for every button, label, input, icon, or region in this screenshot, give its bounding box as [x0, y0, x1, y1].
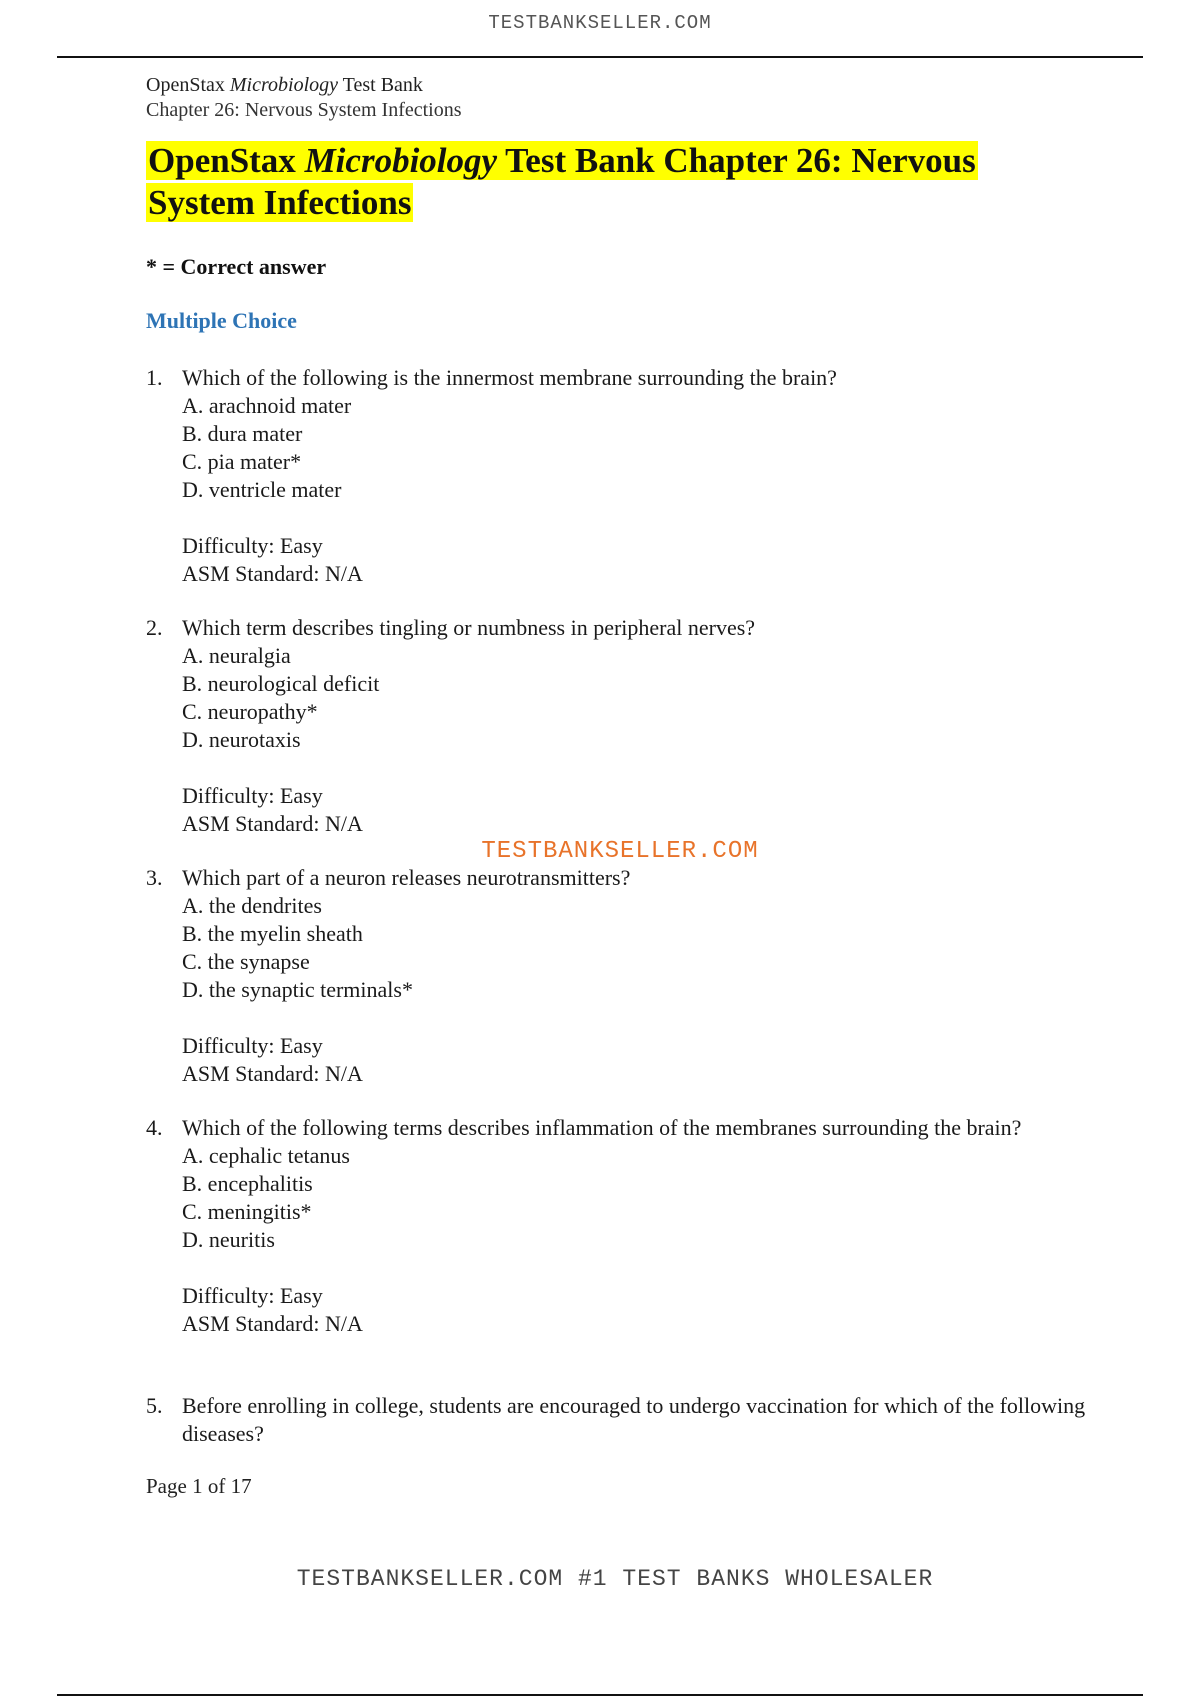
question-text: Which part of a neuron releases neurotransmitters? [182, 865, 631, 890]
option-d: D. neurotaxis [182, 727, 301, 752]
asm-standard: ASM Standard: N/A [182, 1061, 363, 1086]
question-number: 2. [146, 615, 163, 640]
question-number: 1. [146, 365, 163, 390]
question-text: Before enrolling in college, students are encouraged to undergo vaccination for which of the following diseases? [182, 1393, 1086, 1446]
question-number: 3. [146, 865, 163, 890]
asm-standard: ASM Standard: N/A [182, 561, 363, 586]
question-text: Which term describes tingling or numbness in peripheral nerves? [182, 615, 756, 640]
question-number: 4. [146, 1115, 163, 1140]
option-a: A. cephalic tetanus [182, 1143, 350, 1168]
question-number: 5. [146, 1393, 163, 1418]
document-header [146, 73, 462, 123]
option-d: D. the synaptic terminals* [182, 977, 413, 1002]
difficulty: Difficulty: Easy [182, 1283, 323, 1308]
header-divider [57, 56, 1143, 58]
question-text: Which of the following terms describes inflammation of the membranes surrounding the brain? [182, 1115, 1022, 1140]
option-c: C. the synapse [182, 949, 310, 974]
section-heading: Multiple Choice [146, 308, 297, 333]
footer-divider [57, 1694, 1143, 1696]
question-1 [146, 364, 1096, 588]
option-a: A. the dendrites [182, 893, 322, 918]
option-b: B. neurological deficit [182, 671, 380, 696]
site-header-watermark: TESTBANKSELLER.COM [488, 12, 712, 34]
option-b: B. dura mater [182, 421, 303, 446]
center-watermark: TESTBANKSELLER.COM [481, 838, 759, 865]
doc-header-line2: Chapter 26: Nervous System Infections [146, 99, 462, 121]
question-2 [146, 614, 1096, 838]
option-a: A. arachnoid mater [182, 393, 352, 418]
page-number: Page 1 of 17 [146, 1474, 252, 1498]
page-title: OpenStax Microbiology Test Bank Chapter 26: Nervous System Infections [148, 141, 976, 222]
option-b: B. encephalitis [182, 1171, 313, 1196]
question-3 [146, 864, 1096, 1088]
asm-standard: ASM Standard: N/A [182, 811, 363, 836]
option-d: D. ventricle mater [182, 477, 342, 502]
question-4 [146, 1114, 1096, 1338]
answer-legend: * = Correct answer [146, 254, 327, 279]
difficulty: Difficulty: Easy [182, 533, 323, 558]
option-c: C. meningitis* [182, 1199, 312, 1224]
option-c: C. pia mater* [182, 449, 302, 474]
question-5 [146, 1392, 1096, 1448]
question-text: Which of the following is the innermost membrane surrounding the brain? [182, 365, 837, 390]
option-a: A. neuralgia [182, 643, 291, 668]
footer-watermark: TESTBANKSELLER.COM #1 TEST BANKS WHOLESALER [296, 1566, 934, 1592]
doc-header-line1: OpenStax Microbiology Test Bank [146, 74, 423, 96]
difficulty: Difficulty: Easy [182, 783, 323, 808]
option-d: D. neuritis [182, 1227, 275, 1252]
difficulty: Difficulty: Easy [182, 1033, 323, 1058]
option-b: B. the myelin sheath [182, 921, 363, 946]
option-c: C. neuropathy* [182, 699, 318, 724]
asm-standard: ASM Standard: N/A [182, 1311, 363, 1336]
